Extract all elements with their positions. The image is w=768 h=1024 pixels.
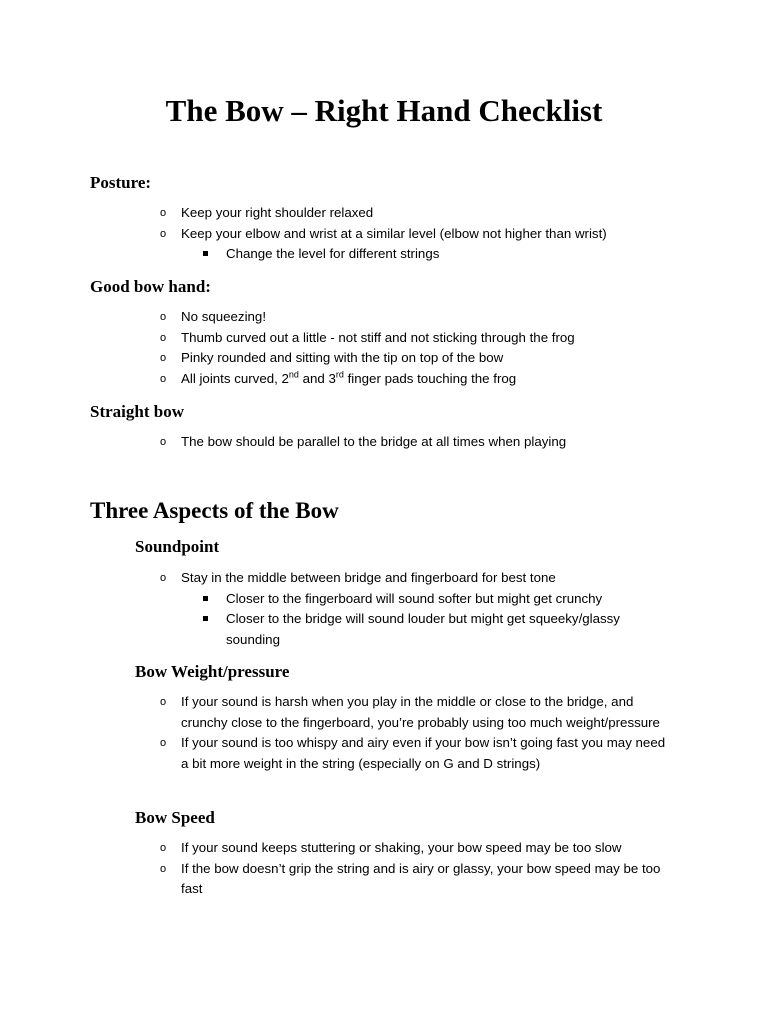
- list-item: o Stay in the middle between bridge and fingerboard for best tone Closer to the fingerboard will sound softer but might get crunchy Closer to the bridge will sound louder but might get squeeky/glassy sounding: [0, 568, 768, 650]
- posture-heading: Posture:: [90, 173, 152, 192]
- list-item: o If the bow doesn’t grip the string and is airy or glassy, your bow speed may be too fast: [0, 859, 768, 900]
- list-item: o Thumb curved out a little - not stiff and not sticking through the frog: [0, 328, 768, 349]
- list-item: Change the level for different strings: [226, 244, 668, 265]
- posture-sublist: [181, 244, 668, 265]
- hollow-bullet-icon: o: [159, 207, 167, 219]
- list-item: o If your sound is too whispy and airy even if your bow isn’t going fast you may need a bit more weight in the string (especially on G and D strings): [0, 733, 768, 774]
- straight-bow-list: [0, 432, 768, 453]
- bow-speed-list: [0, 838, 768, 900]
- hollow-bullet-icon: o: [159, 572, 167, 584]
- square-bullet-icon: [203, 616, 208, 621]
- list-item: o No squeezing!: [0, 307, 768, 328]
- list-item: o The bow should be parallel to the bridge at all times when playing: [0, 432, 768, 453]
- list-item: Closer to the bridge will sound louder but might get squeeky/glassy sounding: [226, 609, 668, 650]
- soundpoint-list: [0, 568, 768, 650]
- list-item: o Keep your right shoulder relaxed: [0, 203, 768, 224]
- good-bow-hand-heading: Good bow hand:: [90, 277, 211, 296]
- bow-weight-heading: Bow Weight/pressure: [135, 662, 290, 681]
- bow-speed-heading: Bow Speed: [135, 808, 215, 827]
- good-bow-hand-list: [0, 307, 768, 389]
- list-item: Closer to the fingerboard will sound softer but might get crunchy: [226, 589, 668, 610]
- straight-bow-heading: Straight bow: [90, 402, 184, 421]
- hollow-bullet-icon: o: [159, 227, 167, 240]
- square-bullet-icon: [203, 596, 208, 601]
- hollow-bullet-icon: o: [159, 696, 167, 708]
- list-item: o If your sound is harsh when you play in the middle or close to the bridge, and crunchy close to the fingerboard, you’re probably using too much weight/pressure: [0, 692, 768, 733]
- hollow-bullet-icon: o: [159, 331, 167, 344]
- document-title: The Bow – Right Hand Checklist: [165, 93, 603, 128]
- hollow-bullet-icon: o: [159, 862, 167, 875]
- list-item: o If your sound keeps stuttering or shaking, your bow speed may be too slow: [0, 838, 768, 859]
- hollow-bullet-icon: o: [159, 842, 167, 854]
- square-bullet-icon: [203, 251, 208, 256]
- list-item: o All joints curved, 2nd and 3rd finger pads touching the frog: [0, 369, 768, 390]
- soundpoint-heading: Soundpoint: [135, 537, 220, 556]
- list-item: o Pinky rounded and sitting with the tip on top of the bow: [0, 348, 768, 369]
- hollow-bullet-icon: o: [159, 737, 167, 749]
- hollow-bullet-icon: o: [159, 372, 167, 385]
- bow-weight-list: [0, 692, 768, 774]
- hollow-bullet-icon: o: [159, 436, 167, 448]
- posture-list: [0, 203, 768, 265]
- three-aspects-heading: Three Aspects of the Bow: [90, 498, 339, 523]
- hollow-bullet-icon: o: [159, 311, 167, 323]
- soundpoint-sublist: [181, 589, 668, 651]
- hollow-bullet-icon: o: [159, 352, 167, 364]
- list-item: o Keep your elbow and wrist at a similar level (elbow not higher than wrist) Change the level for different strings: [0, 224, 768, 265]
